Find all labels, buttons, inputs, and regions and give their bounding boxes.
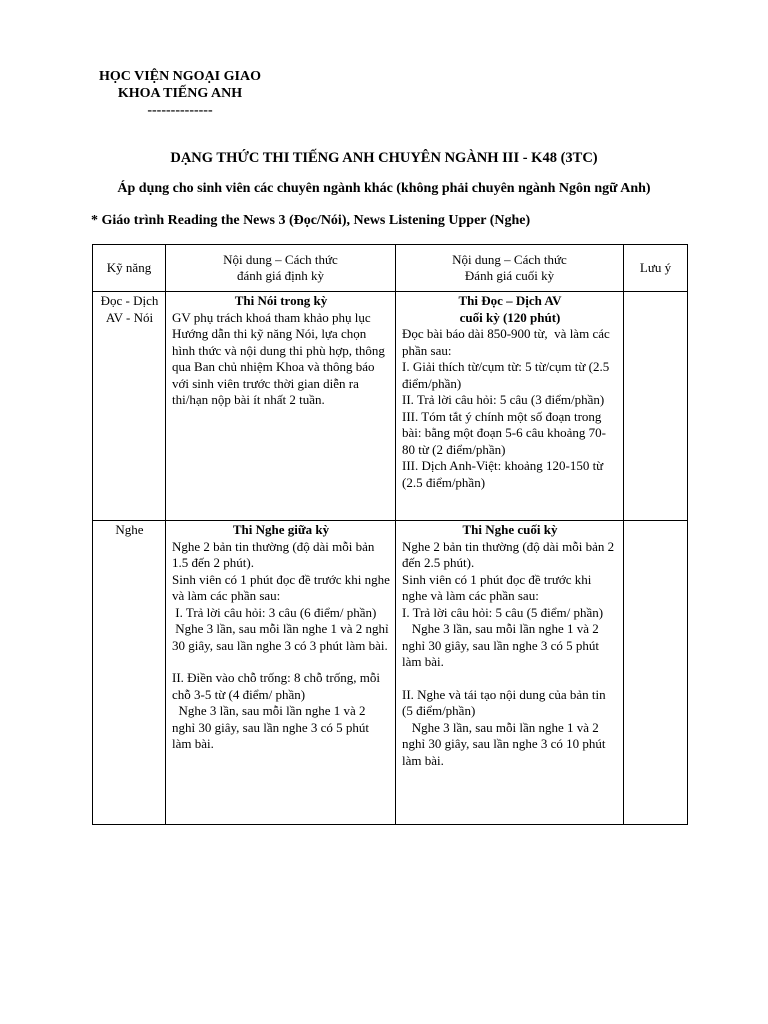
document-subtitle: Áp dụng cho sinh viên các chuyên ngành khác (không phải chuyên ngành Ngôn ngữ Anh) — [117, 181, 651, 196]
textbook-note: * Giáo trình Reading the News 3 (Đọc/Nói), News Listening Upper (Nghe) — [91, 213, 531, 228]
document-title: DẠNG THỨC THI TIẾNG ANH CHUYÊN NGÀNH III - K48 (3TC) — [170, 150, 598, 166]
midterm-text: GV phụ trách khoá tham khảo phụ lục Hướng dẫn thi kỹ năng Nói, lựa chọn hình thức và nội dung thi phù hợp, thông qua Ban chủ nhiệm Khoa và thông báo với sinh viên trước thời gian diễn ra thi/hạn nộp bài ít nhất 2 tuần. — [172, 309, 389, 407]
table-header-row — [93, 245, 688, 292]
midterm-cell — [166, 521, 396, 825]
final-text: Nghe 3 lần, sau mỗi lần nghe 1 và 2 nghỉ 30 giây, sau lần nghe 3 có 5 phút làm bài. — [402, 621, 603, 669]
midterm-text: Nghe 3 lần, sau mỗi lần nghe 1 và 2 nghỉ 30 giây, sau lần nghe 3 có 5 phút làm bài. — [172, 703, 373, 751]
table-row — [93, 521, 688, 825]
header-final-line1: Nội dung – Cách thức — [452, 251, 567, 267]
final-text: III. Tóm tắt ý chính một số đoạn trong bài: bằng một đoạn 5-6 câu khoảng 70-80 từ (2 điểm/phần) — [402, 408, 606, 457]
midterm-text: Nghe 3 lần, sau mỗi lần nghe 1 và 2 nghỉ 30 giây, sau lần nghe 3 có 3 phút làm bài. — [172, 621, 392, 653]
header-notes: Lưu ý — [624, 245, 688, 292]
header-midterm-line2: đánh giá định kỳ — [236, 268, 324, 283]
final-text: Đọc bài báo dài 850-900 từ, và làm các phần sau: — [402, 326, 614, 358]
spacer — [402, 671, 618, 687]
final-text: Sinh viên có 1 phút đọc đề trước khi nghe và làm các phần sau: — [402, 571, 595, 603]
midterm-text: Sinh viên có 1 phút đọc đề trước khi nghe và làm các phần sau: — [172, 571, 394, 603]
institution-name: HỌC VIỆN NGOẠI GIAO — [99, 69, 261, 84]
final-text: I. Trả lời câu hỏi: 5 câu (5 điểm/ phần) — [402, 604, 604, 620]
final-title: Thi Nghe cuối kỳ — [462, 522, 558, 537]
final-text: I. Giải thích từ/cụm từ: 5 từ/cụm từ (2.5 điểm/phần) — [402, 359, 613, 391]
notes-cell — [624, 292, 688, 521]
midterm-text: I. Trả lời câu hỏi: 3 câu (6 điểm/ phần) — [172, 604, 377, 620]
final-cell — [396, 521, 624, 825]
midterm-text: Nghe 2 bản tin thường (độ dài mỗi bản 1.5 đến 2 phút). — [172, 538, 378, 570]
final-text: II. Nghe và tái tạo nội dung của bản tin (5 điểm/phần) — [402, 686, 609, 718]
final-cell — [396, 292, 624, 521]
final-text: Nghe 2 bản tin thường (độ dài mỗi bản 2 đến 2.5 phút). — [402, 538, 618, 570]
final-text: III. Dịch Anh-Việt: khoảng 120-150 từ (2.5 điểm/phần) — [402, 458, 607, 490]
final-title: Thi Đọc – Dịch AV — [458, 293, 562, 308]
midterm-title: Thi Nói trong kỳ — [234, 293, 328, 308]
header-midterm — [166, 245, 396, 292]
midterm-text: II. Điền vào chỗ trống: 8 chỗ trống, mỗi chỗ 3-5 từ (4 điểm/ phần) — [172, 670, 384, 702]
spacer — [172, 654, 390, 670]
final-title-duration: cuối kỳ (120 phút) — [459, 309, 561, 325]
document-header — [80, 68, 280, 119]
midterm-cell — [166, 292, 396, 521]
notes-cell — [624, 521, 688, 825]
header-final — [396, 245, 624, 292]
midterm-title: Thi Nghe giữa kỳ — [232, 522, 330, 537]
header-divider: -------------- — [147, 103, 213, 118]
skill-cell: Đọc - Dịch AV - Nói — [93, 292, 166, 521]
header-final-line2: Đánh giá cuối kỳ — [464, 268, 555, 283]
header-skill: Kỹ năng — [93, 245, 166, 292]
skill-cell: Nghe — [93, 521, 166, 825]
header-midterm-line1: Nội dung – Cách thức — [223, 251, 338, 267]
final-text: Nghe 3 lần, sau mỗi lần nghe 1 và 2 nghỉ 30 giây, sau lần nghe 3 có 10 phút làm bài. — [402, 719, 609, 768]
exam-format-table — [92, 244, 688, 825]
faculty-name: KHOA TIẾNG ANH — [117, 86, 243, 101]
table-row — [93, 292, 688, 521]
final-text: II. Trả lời câu hỏi: 5 câu (3 điểm/phần) — [402, 392, 605, 407]
